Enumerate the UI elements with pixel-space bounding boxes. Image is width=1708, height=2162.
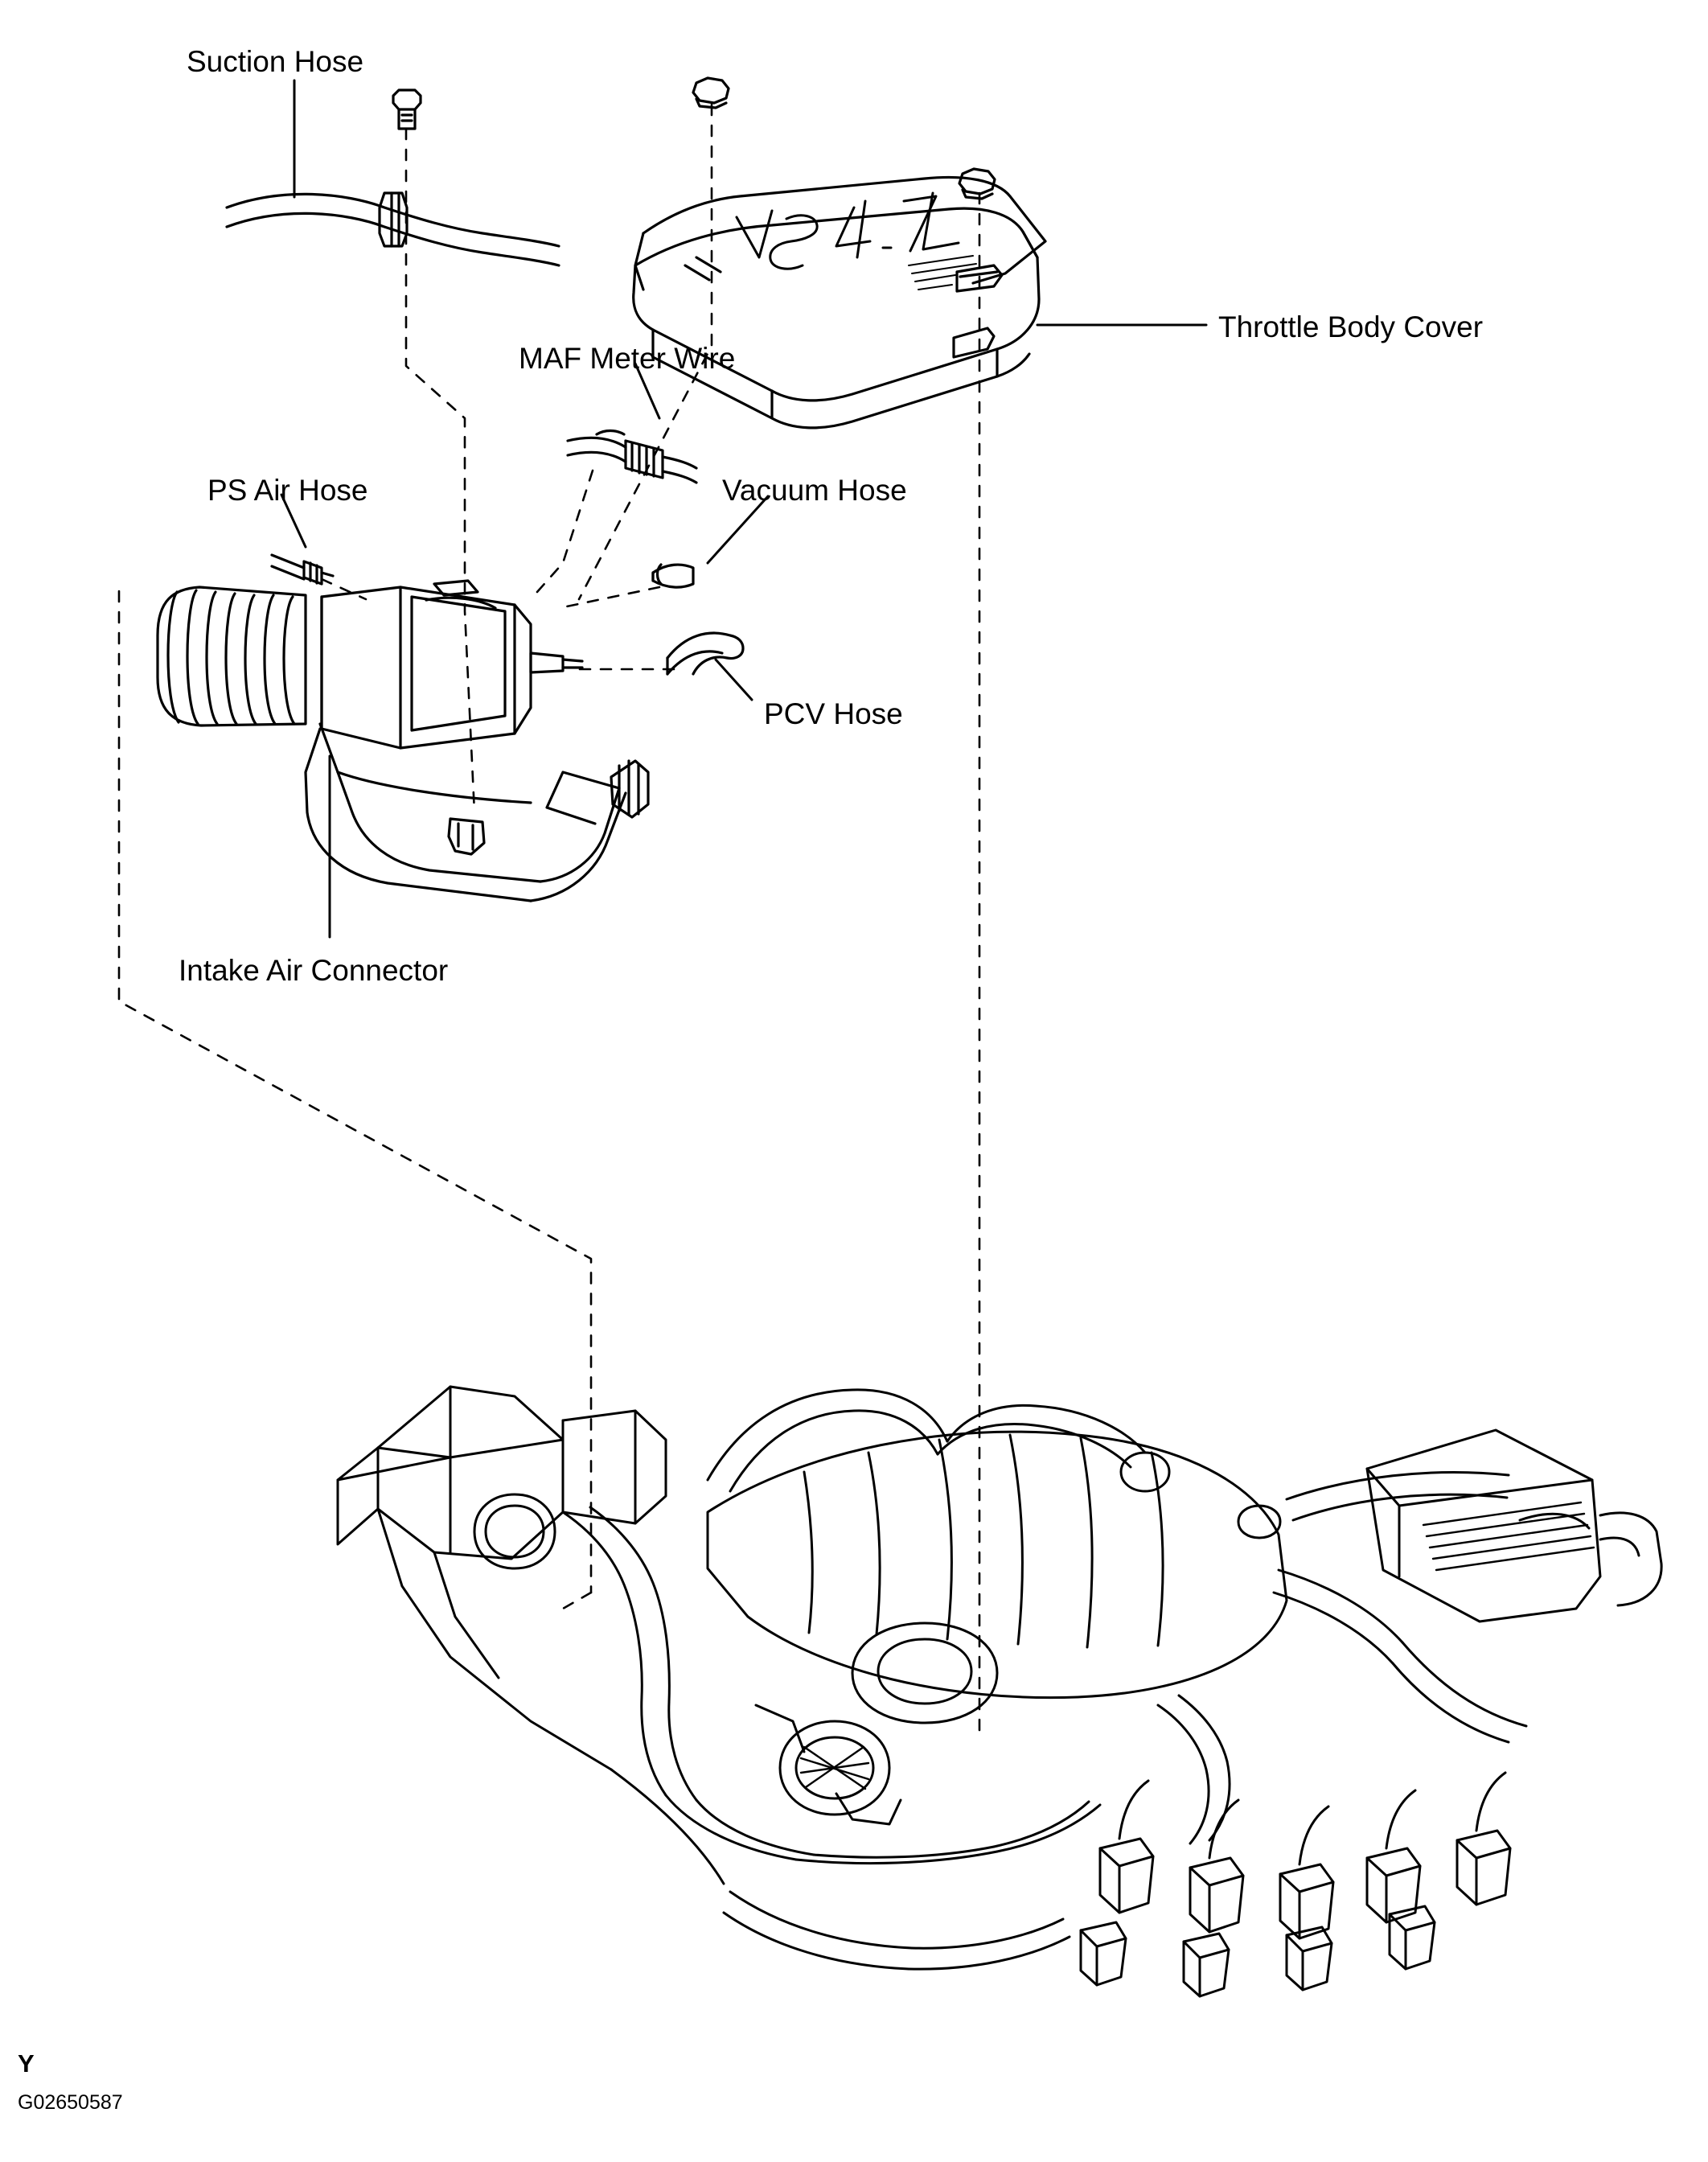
part-pcv-hose <box>667 633 743 674</box>
label-pcv-hose: PCV Hose <box>764 697 903 730</box>
part-nut-upper-middle <box>693 78 729 108</box>
label-vacuum-hose: Vacuum Hose <box>722 474 907 507</box>
part-vacuum-hose <box>653 565 693 587</box>
label-suction-hose: Suction Hose <box>187 45 364 78</box>
part-suction-hose <box>227 193 559 265</box>
label-ps-air-hose: PS Air Hose <box>207 474 368 507</box>
part-intake-air-connector <box>158 581 648 901</box>
label-intake-air-connector: Intake Air Connector <box>179 954 449 987</box>
part-engine-assembly <box>338 1387 1661 1996</box>
label-maf-meter-wire: MAF Meter Wire <box>519 342 736 375</box>
leader-lines <box>281 80 1206 937</box>
view-letter: Y <box>18 2049 35 2078</box>
part-bolt-upper-left <box>393 90 421 129</box>
part-maf-meter-wire <box>568 431 696 483</box>
figure-code: G02650587 <box>18 2091 123 2114</box>
label-throttle-body-cover: Throttle Body Cover <box>1218 310 1484 343</box>
part-throttle-body-cover <box>634 177 1045 427</box>
